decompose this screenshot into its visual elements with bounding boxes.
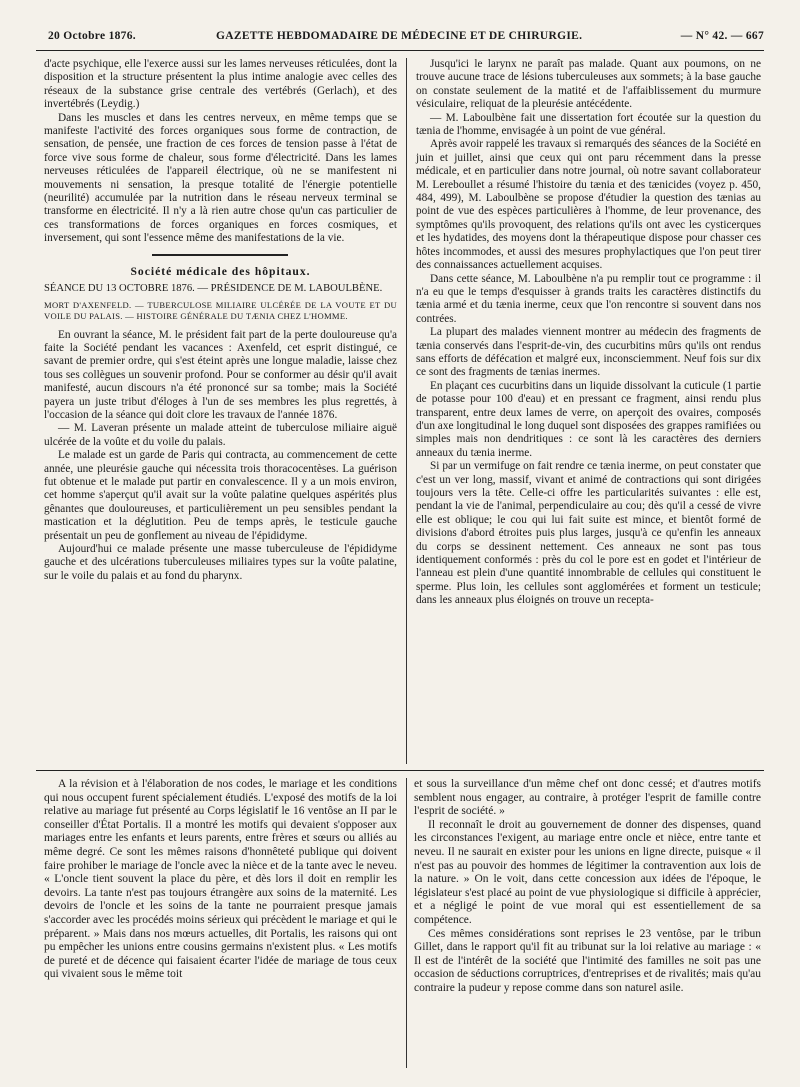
session-summary: MORT D'AXENFELD. — TUBERCULOSE MILIAIRE ULCÉRÉE DE LA VOUTE ET DU VOILE DU PALAIS. — HISTOIRE GÉNÉRALE DU TÆNIA CHEZ L'HOMME. — [44, 299, 397, 321]
header-rule — [36, 50, 764, 51]
column-rule — [406, 778, 407, 1068]
paragraph: A la révision et à l'élaboration de nos codes, le mariage et les conditions qui nous occupent furent spécialement étudiés. L'exposé des motifs de la loi relative au mariage fut présenté au Corps législatif le 16 ventôse an II par le conseiller d'État Portalis. Il a montré les motifs qui devaient s'opposer aux mariages entre les enfants et leurs parents, entre frères et sœurs ou alliés au même degré. Ce sont les mêmes raisons d'honnêteté publique qui doivent faire prohiber le mariage de l'oncle avec la nièce et de la tante avec le neveu. « L'oncle tient souvent la place du père, et dès lors il doit en remplir les devoirs. La tante n'est pas toujours étrangère aux soins de la maternité. Les devoirs de l'oncle et les soins de la tante ne pourraient presque jamais s'accorder avec les procédés moins sérieux qui précèdent le mariage et qui le préparent. » Mais dans nos mœurs actuelles, dit Portalis, les raisons qui ont pu empêcher les unions entre cousins germains n'existent plus. « Les motifs de pureté et de décence qui faisaient écarter l'idée de mariage de tous ceux qui vivaient sous le même toit — [44, 778, 397, 981]
upper-right-column — [416, 58, 761, 608]
paragraph: Dans cette séance, M. Laboulbène n'a pu remplir tout ce programme : il n'a eu que le temps d'esquisser à grands traits les caractères distinctifs du tænia armé et du tænia inerme, ceux que l'on rencontre si souvent dans nos contrées. — [416, 272, 761, 325]
paragraph: d'acte psychique, elle l'exerce aussi sur les lames nerveuses réticulées, dont la disposition et la structure présentent la plus intime analogie avec celles des réseaux de la substance grise centrale des vertébrés (Gerlach), et des invertébrés (Leydig.) — [44, 58, 397, 111]
issue-date: 20 Octobre 1876. — [48, 30, 136, 42]
seance-line: SÉANCE DU 13 OCTOBRE 1876. — PRÉSIDENCE DE M. LABOULBÈNE. — [44, 283, 383, 295]
paragraph: — M. Laveran présente un malade atteint de tuberculose miliaire aiguë ulcérée de la voûte et du voile du palais. — [44, 422, 397, 448]
section-divider — [152, 254, 288, 256]
upper-left-column — [44, 58, 397, 583]
paragraph: Après avoir rappelé les travaux si remarqués des séances de la Société en juin et juillet, ainsi que ceux qui ont paru récemment dans la presse médicale, et en particulier dans notre journal, où notre savant collaborateur M. Lereboullet a résumé l'histoire du tænia et des tænicides (voyez p. 450, 484, 499), M. Laboulbène se propose d'étudier la question des tænias au point de vue des espèces particulières à l'homme, de leur provenance, des symptômes qu'ils provoquent, des relations qu'ils ont avec les cysticerques et les hydatides, des moyens dont la thérapeutique dispose pour chasser ces hôtes incommodes, et aussi des mesures prophylactiques que l'on peut tirer des connaissances actuellement acquises. — [416, 138, 761, 272]
section-title: Société médicale des hôpitaux. — [130, 264, 311, 278]
lower-right-column — [414, 778, 761, 996]
paragraph: Il reconnaît le droit au gouvernement de donner des dispenses, quand les circonstances l'exigent, au mariage entre oncle et nièce, entre tante et neveu. Il ne saurait en exister pour les unions en ligne directe, puisque « il n'est pas au pouvoir des hommes de légitimer la contravention aux lois de la nature. » On le voit, dans cette concession aux idées de l'époque, le législateur s'est placé au point de vue physiologique si difficile à apprécier, et a négligé le point de vue moral qui est essentiellement de sa compétence. — [414, 818, 761, 926]
feuilleton-rule — [36, 770, 764, 771]
running-header — [36, 30, 764, 46]
issue-and-page-number: — N° 42. — 667 — [680, 30, 764, 42]
paragraph: Ces mêmes considérations sont reprises le 23 ventôse, par le tribun Gillet, dans le rapport qu'il fit au tribunat sur la loi relative au mariage : « Il est de l'intérêt de la société que l'intimité des familles ne soit pas une occasion de séductions corruptrices, d'entreprises et de rivalités; mais qu'au contraire la pudeur y repose comme dans son naturel asile. — [414, 927, 761, 994]
lower-left-column — [44, 778, 397, 982]
paragraph: La plupart des malades viennent montrer au médecin des fragments de tænia conservés dans l'esprit-de-vin, des cucurbitins mûrs qu'ils ont rendus sans efforts de défécation et malgré eux, inconsciemment. Neuf fois sur dix ce sont des fragments de tænias inermes. — [416, 326, 761, 379]
lower-section — [36, 778, 764, 1078]
paragraph: et sous la surveillance d'un même chef ont donc cessé; et d'autres motifs semblent nous engager, au contraire, à protéger l'esprit de famille contre l'esprit de société. » — [414, 778, 761, 818]
paragraph: Si par un vermifuge on fait rendre ce tænia inerme, on peut constater que c'est un ver long, massif, vivant et animé de contractions qui sont dirigées toujours vers la tête. Celle-ci offre les particularités suivantes : elle est, pendant la vie de l'animal, perpendiculaire au cou; dès qu'il a cessé de vivre elle est oblique; le cou qui lui fait suite est mince, et bientôt formé de divisions d'abord étroites puis plus larges, jusqu'à ce qu'enfin les anneaux du corps se dessinent nettement. Ces anneaux ne sont pas tous identiquement conformés : près du col le pore est en godet et l'intérieur de l'anneau est plein d'une quantité innombrable de cellules qui constituent le sperme. Plus loin, les cellules sont agglomérées et forment un testicule; dans les anneaux plus éloignés on trouve un recepta- — [416, 460, 761, 607]
upper-section — [36, 58, 764, 766]
paragraph: Jusqu'ici le larynx ne paraît pas malade. Quant aux poumons, on ne trouve aucune trace de lésions tuberculeuses aux sommets; à la base gauche on constate seulement de la matité et de l'affaiblissement du murmure vésiculaire, reliquat de la pleurésie antécédente. — [416, 58, 761, 111]
column-rule — [406, 58, 407, 764]
paragraph: En ouvrant la séance, M. le président fait part de la perte douloureuse qu'a faite la Société pendant les vacances : Axenfeld, cet esprit distingué, ce savant de premier ordre, qui s'est éteint après une longue maladie, laisse chez tous ses collègues un souvenir profond. Pour se conformer au désir qu'il avait manifesté, aucun discours n'a été prononcé sur sa tombe; mais la Société payera un juste tribut d'éloges à l'un de ses membres les plus regrettés, à l'occasion de la séance qui doit clore les travaux de l'année 1876. — [44, 328, 397, 421]
paragraph: Dans les muscles et dans les centres nerveux, en même temps que se manifeste l'activité des forces organiques sous forme de contraction, de sensation, de pensée, une fraction de ces forces de tension passe à l'état de force vive sous forme de chaleur, sous forme d'électricité. Dans les lames nerveuses réticulées de l'appareil électrique, où ne se manifestent ni mouvements ni sensation, la presque totalité de l'énergie potentielle (neurilité) accumulée par la nutrition dans le réseau nerveux terminal se transforme en électricité. Il n'y a là rien autre chose qu'un cas particulier de ces transformations de forces organiques en forces cosmiques, et inversement, qui sont l'essence même des manifestations de la vie. — [44, 111, 397, 245]
paragraph: Aujourd'hui ce malade présente une masse tuberculeuse de l'épididyme gauche et des ulcérations tuberculeuses miliaires types sur la voûte palatine, sur le voile du palais et au fond du pharynx. — [44, 543, 397, 582]
paragraph: Le malade est un garde de Paris qui contracta, au commencement de cette année, une pleurésie gauche qui nécessita trois thoracocentèses. La guérison fut obtenue et le malade put partir en convalescence. Il y a un mois environ, cet homme s'aperçut qu'il avait sur la voûte palatine quelques aspérités plus gênantes que douloureuses, et particulièrement un peu sensibles pendant la mastication et la déglutition. Peu de temps après, le testicule gauche présentait un peu de gonflement au niveau de l'épididyme. — [44, 449, 397, 542]
paragraph: — M. Laboulbène fait une dissertation fort écoutée sur la question du tænia de l'homme, envisagée à un point de vue général. — [416, 111, 761, 138]
paragraph: En plaçant ces cucurbitins dans un liquide dissolvant la cuticule (1 partie de potasse pour 100 d'eau) et en pressant ce fragment, ainsi rendu plus transparent, entre deux lames de verre, on aperçoit des ovaires, composés d'un axe longitudinal le long duquel sont disposées des grappes ramifiées ou simples mais non dendritiques : ce sont là les caractères des derniers anneaux du tænia inerme. — [416, 379, 761, 459]
journal-title: GAZETTE HEBDOMADAIRE DE MÉDECINE ET DE CHIRURGIE. — [216, 30, 583, 42]
